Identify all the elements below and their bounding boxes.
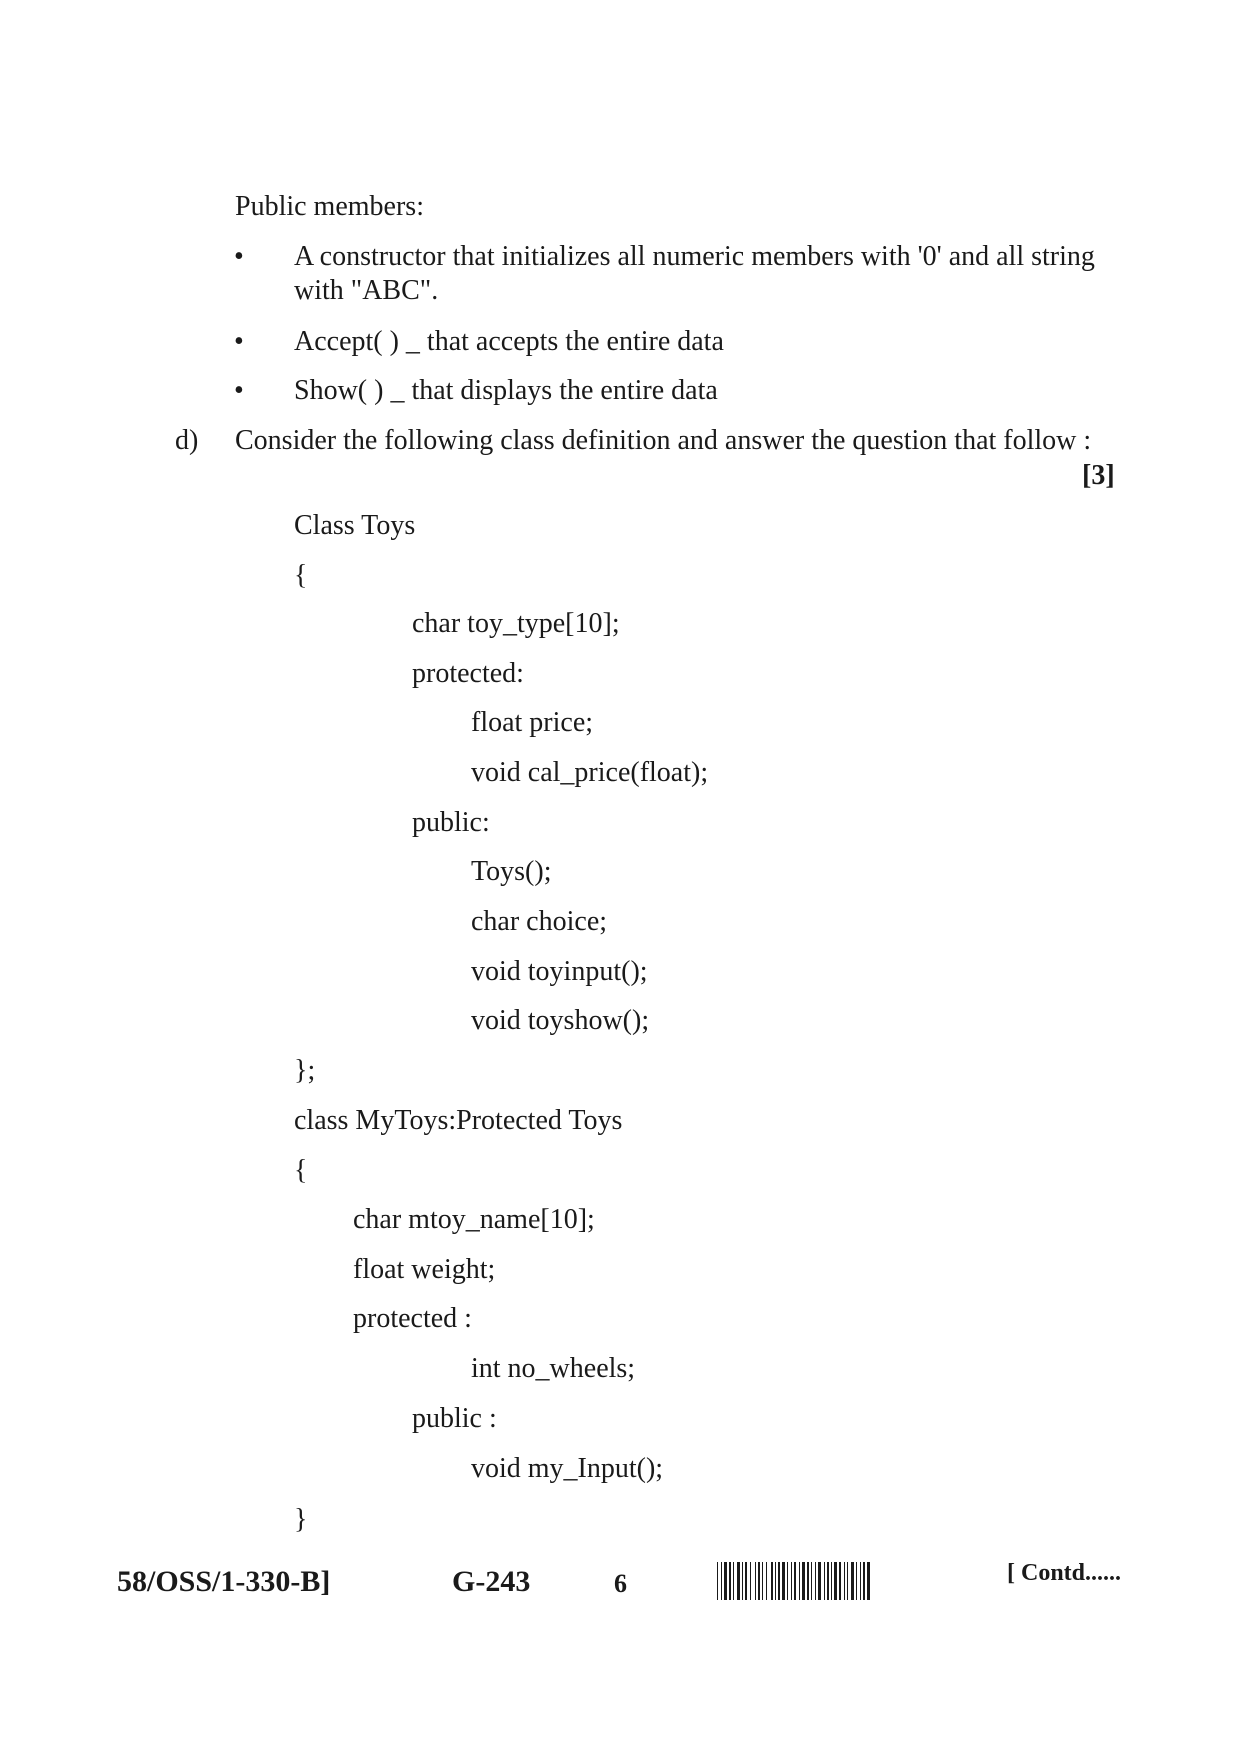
bullet-constructor-text: A constructor that initializes all numeric members with '0' and all string with "ABC". xyxy=(294,241,1095,306)
code-line: void toyinput(); xyxy=(471,956,648,987)
code-line: Class Toys xyxy=(294,510,416,541)
code-line: char toy_type[10]; xyxy=(412,608,620,639)
bullet-marker: • xyxy=(234,326,244,357)
bullet-show-text: Show( ) _ that displays the entire data xyxy=(294,375,718,406)
bullet-accept-text: Accept( ) _ that accepts the entire data xyxy=(294,326,724,357)
public-members-heading: Public members: xyxy=(235,191,424,222)
footer-page-number: 6 xyxy=(614,1569,627,1598)
code-line: float price; xyxy=(471,707,594,738)
code-line: } xyxy=(294,1504,308,1535)
code-line: int no_wheels; xyxy=(471,1353,636,1384)
question-label: d) xyxy=(175,425,199,456)
code-line: float weight; xyxy=(353,1254,496,1285)
code-line: { xyxy=(294,1155,308,1186)
barcode xyxy=(717,1562,983,1600)
code-line: { xyxy=(294,560,308,591)
code-line: void toyshow(); xyxy=(471,1005,650,1036)
code-line: void cal_price(float); xyxy=(471,757,709,788)
code-line: protected : xyxy=(353,1303,472,1334)
code-line: Toys(); xyxy=(471,856,552,887)
footer-paper-number: G-243 xyxy=(452,1565,531,1598)
footer-contd: [ Contd...... xyxy=(1007,1560,1122,1586)
code-line: char choice; xyxy=(471,906,608,937)
code-line: char mtoy_name[10]; xyxy=(353,1204,595,1235)
code-line: public : xyxy=(412,1403,497,1434)
code-line: void my_Input(); xyxy=(471,1453,664,1484)
footer-paper-code: 58/OSS/1-330-B] xyxy=(117,1565,331,1598)
code-line: public: xyxy=(412,807,490,838)
code-line: protected: xyxy=(412,658,524,689)
question-text: Consider the following class definition and answer the question that follow : xyxy=(235,425,1092,456)
code-line: class MyToys:Protected Toys xyxy=(294,1105,623,1136)
code-line: }; xyxy=(294,1055,316,1086)
bullet-marker: • xyxy=(234,375,244,406)
bullet-marker: • xyxy=(234,241,244,272)
question-marks: [3] xyxy=(1082,460,1115,491)
